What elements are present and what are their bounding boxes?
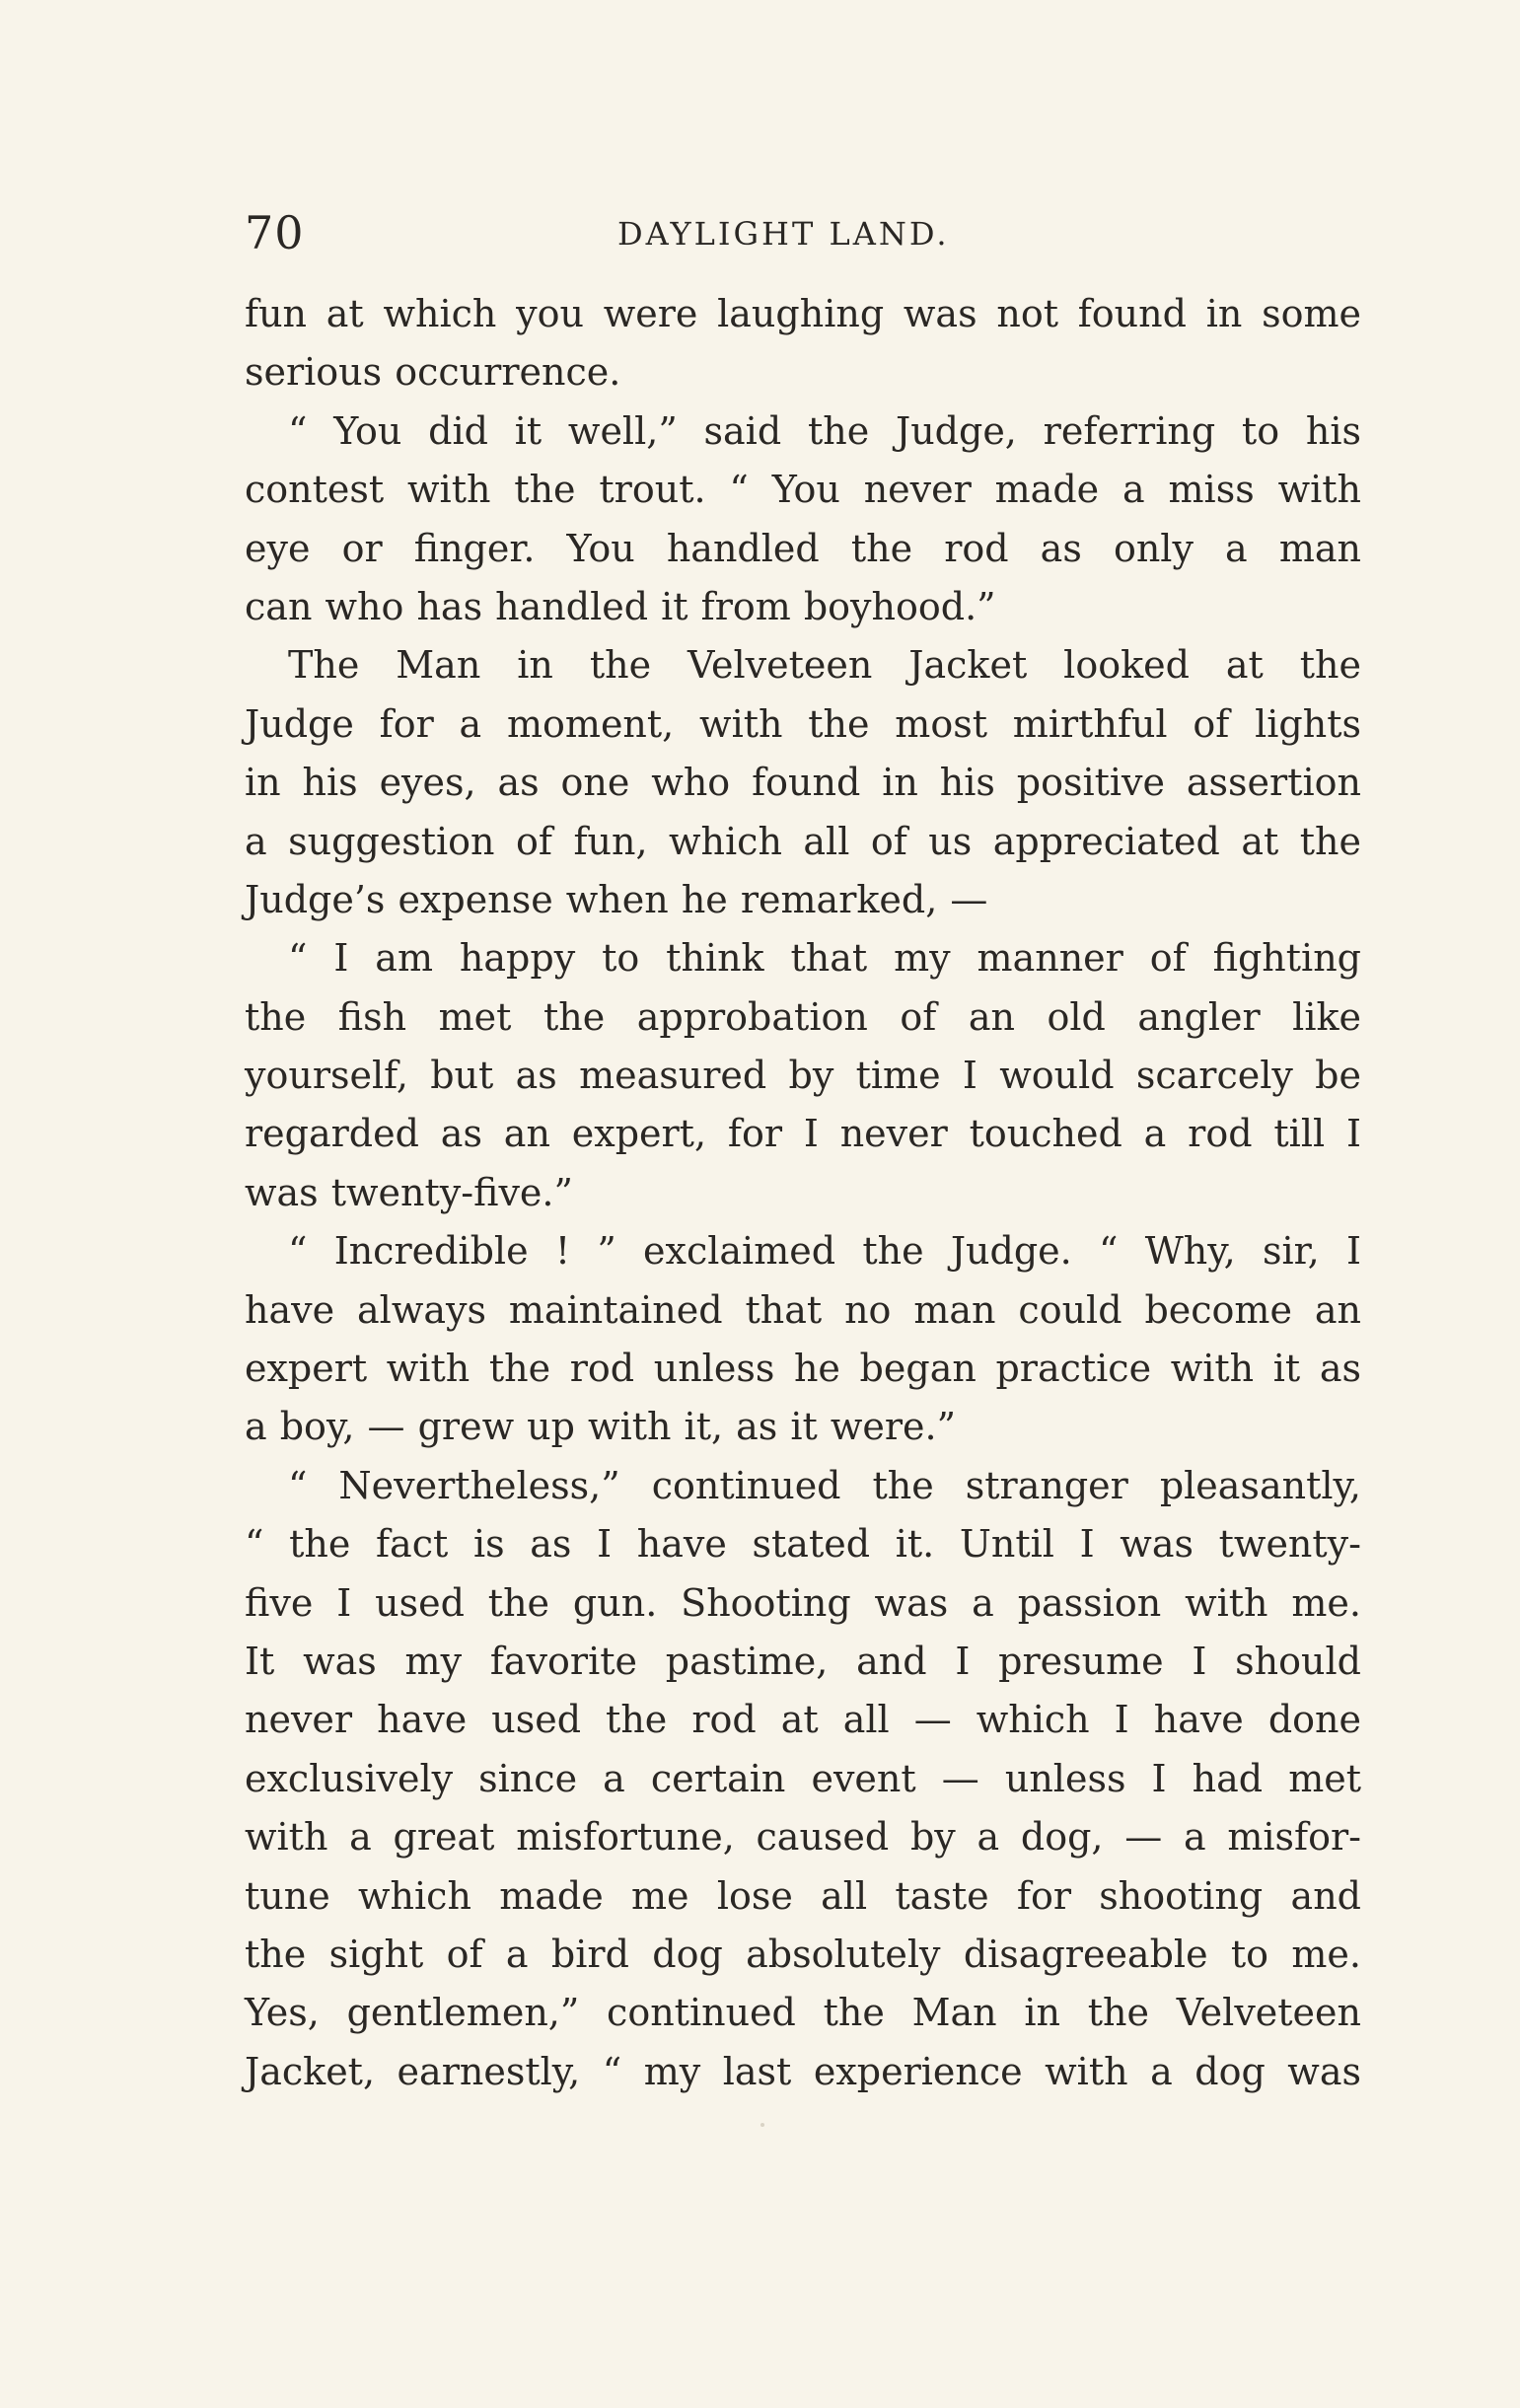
running-title: DAYLIGHT LAND. — [617, 215, 950, 253]
text-line: “ Nevertheless,” continued the stranger pleasantly, — [288, 1463, 1361, 1507]
text-line: Jacket, earnestly, “ my last experience with a dog was — [245, 2049, 1361, 2093]
text-line: tune which made me lose all taste for shooting and — [245, 1873, 1361, 1918]
running-head — [245, 202, 1361, 261]
text-line: It was my favorite pastime, and I presume I should — [245, 1639, 1361, 1683]
text-line: the fish met the approbation of an old angler like — [245, 994, 1361, 1039]
text-line: fun at which you were laughing was not found in some — [245, 292, 1361, 335]
text-line: yourself, but as measured by time I would scarcely be — [245, 1054, 1361, 1098]
page-number: 70 — [245, 206, 305, 259]
text-line: expert with the rod unless he began practice with it as — [245, 1347, 1361, 1391]
text-line: can who has handled it from boyhood.” — [245, 584, 996, 628]
text-line: the sight of a bird dog absolutely disagreeable to me. — [245, 1932, 1361, 1976]
text-line: “ Incredible ! ” exclaimed the Judge. “ Why, sir, I — [288, 1229, 1361, 1274]
text-line: eye or finger. You handled the rod as only a man — [245, 526, 1361, 570]
text-line: never have used the rod at all — which I have done — [245, 1698, 1361, 1742]
text-line: with a great misfortune, caused by a dog, — a misfor- — [245, 1815, 1361, 1860]
body-text — [245, 285, 1361, 2093]
text-line: have always maintained that no man could become an — [245, 1287, 1361, 1332]
text-line: “ You did it well,” said the Judge, referring to his — [288, 408, 1361, 453]
text-line: in his eyes, as one who found in his positive assertion — [245, 761, 1361, 805]
text-line: “ the fact is as I have stated it. Until I was twenty- — [245, 1522, 1361, 1567]
text-line: Judge for a moment, with the most mirthful of lights — [245, 701, 1361, 746]
text-line: “ I am happy to think that my manner of fighting — [288, 936, 1361, 981]
text-line: serious occurrence. — [245, 350, 621, 395]
text-line: five I used the gun. Shooting was a passion with me. — [245, 1580, 1361, 1625]
text-line: regarded as an expert, for I never touched a rod till I — [245, 1112, 1361, 1156]
text-line: Yes, gentlemen,” continued the Man in the Velveteen — [245, 1991, 1361, 2035]
text-line: contest with the trout. “ You never made a miss with — [245, 468, 1361, 512]
text-line: The Man in the Velveteen Jacket looked at the — [288, 643, 1361, 688]
text-line: Judge’s expense when he remarked, — — [245, 877, 988, 921]
paper-speck — [760, 2123, 764, 2127]
text-line: a boy, — grew up with it, as it were.” — [245, 1405, 957, 1449]
text-line: was twenty-five.” — [245, 1170, 573, 1214]
text-line: a suggestion of fun, which all of us appreciated at the — [245, 819, 1361, 863]
text-line: exclusively since a certain event — unless I had met — [245, 1756, 1361, 1800]
